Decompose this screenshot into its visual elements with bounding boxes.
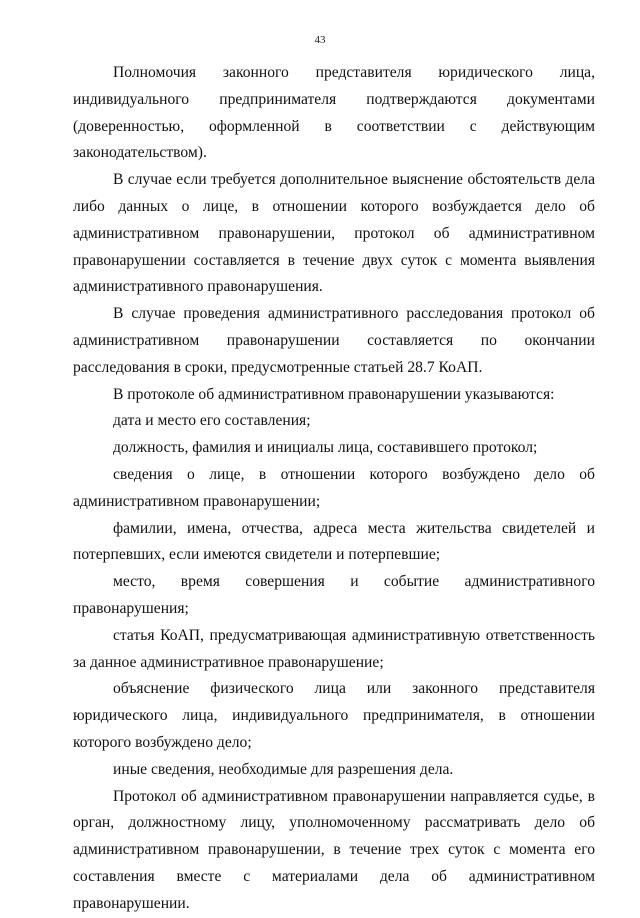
list-item-other-info: иные сведения, необходимые для разрешения дела.: [113, 760, 454, 778]
paragraph-additional-clarification: В случае если требуется дополнительное выяснение обстоятельств дела либо данных о лице, в отношении которого возбуждается дело об административном правонарушении, протокол об административном правонарушении составляется в течение двух суток с момента выявления административного правонарушения.: [73, 171, 595, 296]
list-item-event: место, время совершения и событие административного правонарушения;: [73, 573, 595, 617]
list-item-date-place: дата и место его составления;: [113, 412, 311, 430]
page-number: 43: [314, 34, 326, 46]
paragraph-representative-powers: Полномочия законного представителя юридического лица, индивидуального предпринимателя подтверждаются документами (доверенностью, оформленной в соответствии с действующим законодательством).: [73, 64, 595, 162]
document-body: [73, 60, 595, 918]
list-item-official: должность, фамилия и инициалы лица, составившего протокол;: [113, 439, 538, 457]
list-item-explanation: объяснение физического лица или законного представителя юридического лица, индивидуального предпринимателя, в отношении которого возбуждено дело;: [73, 680, 595, 751]
paragraph-protocol-referral: Протокол об административном правонарушении направляется судье, в орган, должностному лицу, уполномоченному рассматривать дело об административном правонарушении, в течение трех суток с момента его составления вместе с материалами дела об административном правонарушении.: [73, 787, 595, 912]
list-item-koap-article: статья КоАП, предусматривающая административную ответственность за данное административное правонарушение;: [73, 626, 595, 671]
list-item-person-info: сведения о лице, в отношении которого возбуждено дело об административном правонарушении;: [73, 465, 595, 510]
paragraph-protocol-contents-intro: В протоколе об административном правонарушении указываются:: [113, 385, 555, 403]
list-item-witnesses: фамилии, имена, отчества, адреса места жительства свидетелей и потерпевших, если имеются свидетели и потерпевшие;: [73, 519, 595, 564]
paragraph-administrative-investigation: В случае проведения административного расследования протокол об административном правонарушении составляется по окончании расследования в сроки, предусмотренные статьей 28.7 КоАП.: [73, 305, 595, 376]
